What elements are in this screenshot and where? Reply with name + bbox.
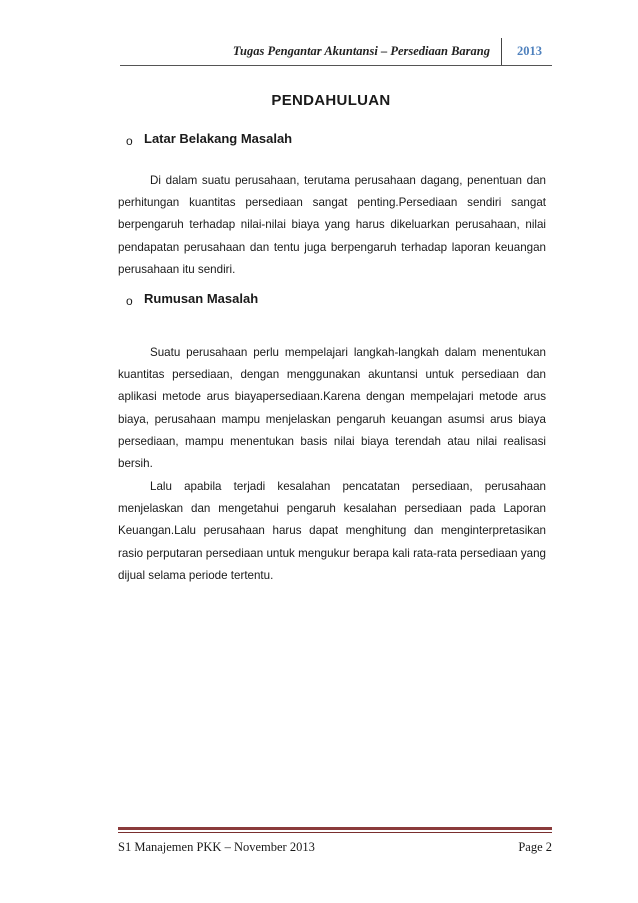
header-year: 2013 <box>517 44 542 58</box>
header-divider <box>501 38 503 66</box>
page-number: Page 2 <box>518 840 552 854</box>
section-bullet: o <box>126 294 133 308</box>
header-rule <box>120 65 552 66</box>
section-bullet: o <box>126 134 133 148</box>
page-header <box>120 40 552 64</box>
paragraph-latar-belakang: Di dalam suatu perusahaan, terutama perusahaan dagang, penentuan dan perhitungan kuantitas persediaan sangat penting.Persediaan sendiri sangat berpengaruh terhadap nilai-nilai biaya yang harus dikeluarkan perusahaan, nilai pendapatan perusahaan dan tentu juga berpengaruh terhadap laporan keuangan perusahaan itu sendiri. <box>118 174 546 276</box>
section-heading-latar-belakang: Latar Belakang Masalah <box>144 131 293 146</box>
header-title: Tugas Pengantar Akuntansi – Persediaan Barang <box>232 44 490 58</box>
footer-left-text: S1 Manajemen PKK – November 2013 <box>118 840 315 854</box>
paragraph-rumusan-1: Suatu perusahaan perlu mempelajari langkah-langkah dalam menentukan kuantitas persediaan, dengan menggunakan akuntansi untuk persediaan dan aplikasi metode arus biayapersediaan.Karena dengan mempelajari metode arus biaya, perusahaan mampu menjelaskan pengaruh keuangan asumsi arus biaya persediaan, mampu menentukan basis nilai biaya terendah atau nilai realisasi bersih. <box>118 346 546 471</box>
section-heading-rumusan-masalah: Rumusan Masalah <box>144 291 259 306</box>
page-title: PENDAHULUAN <box>271 92 391 109</box>
paragraph-rumusan-2: Lalu apabila terjadi kesalahan pencatatan persediaan, perusahaan menjelaskan dan mengetahui pengaruh kesalahan persediaan pada Laporan Keuangan.Lalu perusahaan harus dapat menghitung dan menginterpretasikan rasio perputaran persediaan untuk mengukur berapa kali rata-rata persediaan yang dijual selama periode tertentu. <box>118 480 546 582</box>
footer-rule-thin <box>118 832 552 833</box>
footer-rule-thick <box>118 827 552 830</box>
